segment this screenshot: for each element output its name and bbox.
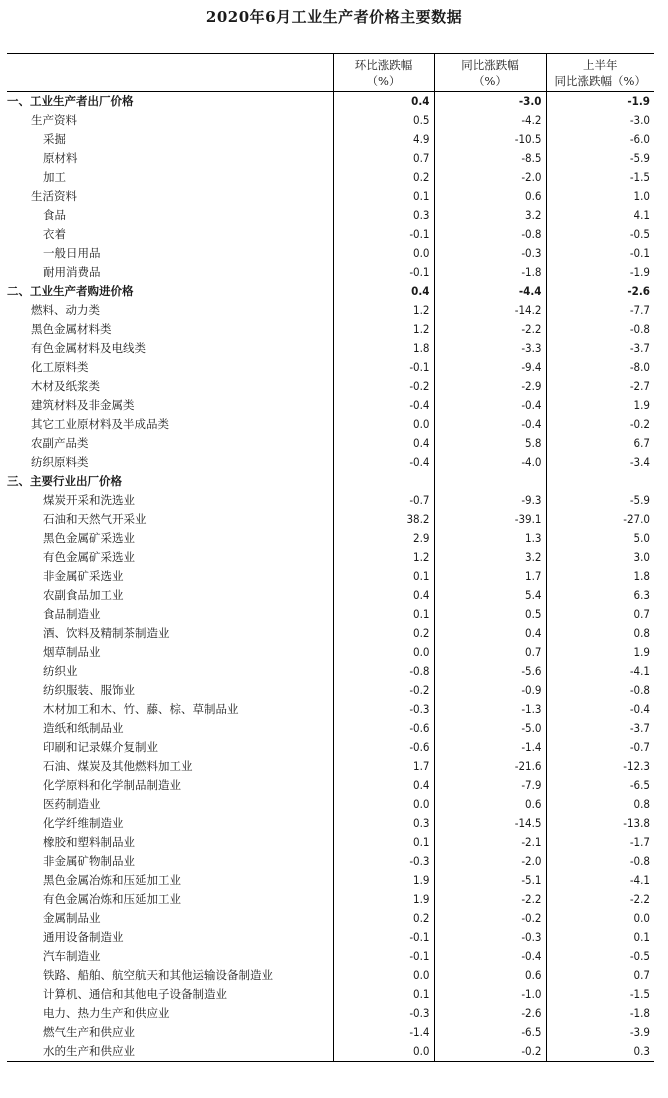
- row-label: 印刷和记录媒介复制业: [43, 740, 158, 754]
- cell-mom: -0.1: [333, 947, 434, 966]
- cell-h1: -6.5: [546, 776, 654, 795]
- row-label: 化工原料类: [31, 360, 89, 374]
- cell-mom: 1.2: [333, 320, 434, 339]
- cell-yoy: -0.4: [434, 947, 546, 966]
- cell-yoy: 1.7: [434, 567, 546, 586]
- cell-yoy: -3.3: [434, 339, 546, 358]
- cell-h1: -3.7: [546, 719, 654, 738]
- cell-yoy: -8.5: [434, 149, 546, 168]
- cell-yoy: -2.2: [434, 320, 546, 339]
- cell-mom: 0.0: [333, 643, 434, 662]
- table-row: [7, 890, 654, 909]
- cell-h1: 0.8: [546, 624, 654, 643]
- table-row: [7, 852, 654, 871]
- table-row: [7, 1042, 654, 1062]
- table-row: [7, 1023, 654, 1042]
- table-row: [7, 586, 654, 605]
- cell-yoy: 0.6: [434, 187, 546, 206]
- cell-yoy: -5.1: [434, 871, 546, 890]
- row-label: 非金属矿采选业: [43, 569, 124, 583]
- cell-mom: 0.2: [333, 909, 434, 928]
- cell-yoy: -1.0: [434, 985, 546, 1004]
- cell-yoy: 0.6: [434, 966, 546, 985]
- cell-h1: 0.7: [546, 605, 654, 624]
- row-label: 煤炭开采和洗选业: [43, 493, 135, 507]
- cell-mom: -0.1: [333, 358, 434, 377]
- row-label: 木材加工和木、竹、藤、棕、草制品业: [43, 702, 239, 716]
- row-label: 燃气生产和供应业: [43, 1025, 135, 1039]
- table-row: [7, 130, 654, 149]
- cell-mom: 0.4: [333, 776, 434, 795]
- cell-yoy: -0.9: [434, 681, 546, 700]
- cell-h1: 1.9: [546, 643, 654, 662]
- table-row: [7, 700, 654, 719]
- row-label: 加工: [43, 170, 66, 184]
- table-row: [7, 377, 654, 396]
- cell-mom: 1.9: [333, 890, 434, 909]
- row-label: 化学原料和化学制品制造业: [43, 778, 181, 792]
- table-row: [7, 529, 654, 548]
- table-row: [7, 472, 654, 491]
- table-row: [7, 776, 654, 795]
- row-label: 通用设备制造业: [43, 930, 124, 944]
- cell-mom: 0.0: [333, 244, 434, 263]
- cell-h1: 0.8: [546, 795, 654, 814]
- table-row: [7, 605, 654, 624]
- header-yoy: [434, 54, 546, 92]
- cell-h1: -2.6: [546, 282, 654, 301]
- cell-h1: -1.8: [546, 1004, 654, 1023]
- cell-yoy: -1.4: [434, 738, 546, 757]
- cell-h1: -5.9: [546, 149, 654, 168]
- table-row: [7, 624, 654, 643]
- table-row: [7, 187, 654, 206]
- row-label: 医药制造业: [43, 797, 101, 811]
- row-label: 纺织原料类: [31, 455, 89, 469]
- cell-mom: 0.4: [333, 92, 434, 112]
- cell-mom: -0.4: [333, 453, 434, 472]
- cell-yoy: -14.2: [434, 301, 546, 320]
- header-h1-line1: 上半年: [583, 57, 618, 72]
- cell-yoy: 3.2: [434, 548, 546, 567]
- row-label: 黑色金属材料类: [31, 322, 112, 336]
- row-label: 造纸和纸制品业: [43, 721, 124, 735]
- header-h1: [546, 54, 654, 92]
- cell-mom: -0.6: [333, 738, 434, 757]
- row-label: 计算机、通信和其他电子设备制造业: [43, 987, 227, 1001]
- table-row: [7, 681, 654, 700]
- table-row: [7, 738, 654, 757]
- cell-yoy: 0.6: [434, 795, 546, 814]
- row-label: 建筑材料及非金属类: [31, 398, 135, 412]
- cell-mom: 0.0: [333, 966, 434, 985]
- cell-mom: -0.1: [333, 263, 434, 282]
- table-body: [7, 92, 654, 1062]
- cell-mom: 38.2: [333, 510, 434, 529]
- cell-mom: -0.1: [333, 225, 434, 244]
- cell-mom: 1.7: [333, 757, 434, 776]
- cell-yoy: [434, 472, 546, 491]
- cell-h1: -7.7: [546, 301, 654, 320]
- cell-yoy: 5.8: [434, 434, 546, 453]
- cell-h1: 6.3: [546, 586, 654, 605]
- cell-yoy: -3.0: [434, 92, 546, 112]
- row-label: 一、工业生产者出厂价格: [7, 94, 134, 108]
- row-label: 有色金属材料及电线类: [31, 341, 146, 355]
- row-label: 食品: [43, 208, 66, 222]
- cell-h1: 0.1: [546, 928, 654, 947]
- row-label: 汽车制造业: [43, 949, 101, 963]
- row-label: 水的生产和供应业: [7, 1042, 333, 1062]
- cell-h1: 5.0: [546, 529, 654, 548]
- row-label: 生产资料: [31, 113, 77, 127]
- table-row: [7, 244, 654, 263]
- cell-yoy: -14.5: [434, 814, 546, 833]
- cell-yoy: -1.3: [434, 700, 546, 719]
- row-label: 黑色金属矿采选业: [43, 531, 135, 545]
- cell-h1: -0.5: [546, 225, 654, 244]
- table-row: [7, 320, 654, 339]
- cell-mom: 0.0: [333, 795, 434, 814]
- row-label: 橡胶和塑料制品业: [43, 835, 135, 849]
- table-row: [7, 225, 654, 244]
- page-title: 2020年6月工业生产者价格主要数据: [205, 8, 463, 26]
- cell-yoy: -0.4: [434, 396, 546, 415]
- cell-mom: 0.2: [333, 168, 434, 187]
- cell-h1: -1.5: [546, 985, 654, 1004]
- cell-mom: 0.1: [333, 187, 434, 206]
- cell-mom: 0.4: [333, 282, 434, 301]
- cell-mom: -0.7: [333, 491, 434, 510]
- header-yoy-line2: （%）: [473, 73, 507, 88]
- row-label: 生活资料: [31, 189, 77, 203]
- cell-mom: 0.3: [333, 206, 434, 225]
- cell-h1: 0.7: [546, 966, 654, 985]
- table-row: [7, 795, 654, 814]
- cell-mom: 0.4: [333, 434, 434, 453]
- cell-yoy: -10.5: [434, 130, 546, 149]
- table-row: [7, 909, 654, 928]
- header-mom-line2: （%）: [366, 73, 401, 88]
- table-row: [7, 985, 654, 1004]
- cell-yoy: -5.0: [434, 719, 546, 738]
- cell-yoy: -0.8: [434, 225, 546, 244]
- cell-yoy: -2.1: [434, 833, 546, 852]
- cell-mom: 0.7: [333, 149, 434, 168]
- row-label: 纺织业: [43, 664, 78, 678]
- table-row: [7, 643, 654, 662]
- table-row: [7, 149, 654, 168]
- row-label: 非金属矿物制品业: [43, 854, 135, 868]
- cell-mom: 4.9: [333, 130, 434, 149]
- cell-yoy: -5.6: [434, 662, 546, 681]
- cell-mom: 1.2: [333, 301, 434, 320]
- cell-h1: 6.7: [546, 434, 654, 453]
- cell-h1: -1.9: [546, 263, 654, 282]
- cell-h1: -4.1: [546, 871, 654, 890]
- cell-mom: 1.2: [333, 548, 434, 567]
- cell-yoy: 0.5: [434, 605, 546, 624]
- cell-yoy: -2.0: [434, 168, 546, 187]
- cell-h1: [546, 472, 654, 491]
- table-row: [7, 358, 654, 377]
- cell-yoy: 5.4: [434, 586, 546, 605]
- cell-yoy: -9.3: [434, 491, 546, 510]
- cell-yoy: -4.0: [434, 453, 546, 472]
- table-row: [7, 947, 654, 966]
- row-label: 酒、饮料及精制茶制造业: [43, 626, 170, 640]
- header-mom-line1: 环比涨跌幅: [354, 57, 413, 72]
- cell-h1: -0.2: [546, 415, 654, 434]
- cell-mom: -1.4: [333, 1023, 434, 1042]
- cell-h1: -3.7: [546, 339, 654, 358]
- cell-h1: -2.2: [546, 890, 654, 909]
- cell-mom: 0.0: [333, 415, 434, 434]
- row-label: 农副食品加工业: [43, 588, 124, 602]
- table-row: [7, 168, 654, 187]
- cell-h1: -3.0: [546, 111, 654, 130]
- row-label: 耐用消费品: [43, 265, 101, 279]
- cell-yoy: -0.3: [434, 928, 546, 947]
- cell-h1: -0.8: [546, 681, 654, 700]
- cell-mom: [333, 472, 434, 491]
- header-h1-line2: 同比涨跌幅（%）: [554, 73, 646, 88]
- table-row: [7, 339, 654, 358]
- cell-yoy: -4.4: [434, 282, 546, 301]
- cell-mom: 0.5: [333, 111, 434, 130]
- cell-mom: 2.9: [333, 529, 434, 548]
- row-label: 一般日用品: [43, 246, 101, 260]
- row-label: 石油、煤炭及其他燃料加工业: [43, 759, 193, 773]
- cell-h1: -4.1: [546, 662, 654, 681]
- cell-mom: -0.3: [333, 852, 434, 871]
- cell-yoy: -4.2: [434, 111, 546, 130]
- cell-mom: 0.0: [333, 1042, 434, 1062]
- cell-yoy: 0.4: [434, 624, 546, 643]
- table-row: [7, 719, 654, 738]
- row-label: 二、工业生产者购进价格: [7, 284, 134, 298]
- cell-h1: 1.8: [546, 567, 654, 586]
- row-label: 食品制造业: [43, 607, 101, 621]
- cell-h1: -27.0: [546, 510, 654, 529]
- row-label: 金属制品业: [43, 911, 101, 925]
- cell-mom: -0.8: [333, 662, 434, 681]
- row-label: 有色金属冶炼和压延加工业: [43, 892, 181, 906]
- cell-yoy: 3.2: [434, 206, 546, 225]
- cell-yoy: -0.3: [434, 244, 546, 263]
- cell-h1: 1.0: [546, 187, 654, 206]
- cell-mom: 0.4: [333, 586, 434, 605]
- row-label: 燃料、动力类: [31, 303, 100, 317]
- table-row: [7, 1004, 654, 1023]
- row-label: 木材及纸浆类: [31, 379, 100, 393]
- table-row: [7, 206, 654, 225]
- cell-mom: -0.3: [333, 1004, 434, 1023]
- cell-h1: -2.7: [546, 377, 654, 396]
- table-row: [7, 491, 654, 510]
- table-row: [7, 282, 654, 301]
- cell-h1: -0.5: [546, 947, 654, 966]
- cell-h1: -6.0: [546, 130, 654, 149]
- row-label: 其它工业原材料及半成品类: [31, 417, 169, 431]
- cell-mom: 0.1: [333, 985, 434, 1004]
- cell-yoy: -2.2: [434, 890, 546, 909]
- row-label: 化学纤维制造业: [43, 816, 124, 830]
- cell-yoy: -1.8: [434, 263, 546, 282]
- row-label: 电力、热力生产和供应业: [43, 1006, 170, 1020]
- row-label: 黑色金属冶炼和压延加工业: [43, 873, 181, 887]
- table-row: [7, 434, 654, 453]
- cell-yoy: -0.4: [434, 415, 546, 434]
- cell-h1: -0.7: [546, 738, 654, 757]
- cell-h1: -0.1: [546, 244, 654, 263]
- header-yoy-line1: 同比涨跌幅: [461, 57, 519, 72]
- cell-mom: 0.2: [333, 624, 434, 643]
- table-row: [7, 396, 654, 415]
- cell-yoy: -0.2: [434, 1042, 546, 1062]
- cell-h1: 0.3: [546, 1042, 654, 1062]
- cell-yoy: -6.5: [434, 1023, 546, 1042]
- table-row: [7, 833, 654, 852]
- row-label: 原材料: [43, 151, 78, 165]
- row-label: 石油和天然气开采业: [43, 512, 147, 526]
- cell-h1: 4.1: [546, 206, 654, 225]
- cell-h1: -0.8: [546, 852, 654, 871]
- cell-h1: -1.7: [546, 833, 654, 852]
- table-row: [7, 928, 654, 947]
- price-data-table: [7, 53, 654, 1062]
- cell-mom: 0.1: [333, 567, 434, 586]
- cell-h1: -3.4: [546, 453, 654, 472]
- table-row: [7, 92, 654, 112]
- cell-h1: -3.9: [546, 1023, 654, 1042]
- cell-h1: -1.5: [546, 168, 654, 187]
- cell-mom: -0.2: [333, 377, 434, 396]
- cell-mom: -0.3: [333, 700, 434, 719]
- cell-mom: -0.6: [333, 719, 434, 738]
- cell-h1: 3.0: [546, 548, 654, 567]
- cell-yoy: -39.1: [434, 510, 546, 529]
- row-label: 有色金属矿采选业: [43, 550, 135, 564]
- row-label: 铁路、船舶、航空航天和其他运输设备制造业: [43, 968, 273, 982]
- cell-yoy: 1.3: [434, 529, 546, 548]
- table-row: [7, 301, 654, 320]
- row-label: 采掘: [43, 132, 66, 146]
- cell-mom: 1.9: [333, 871, 434, 890]
- table-row: [7, 757, 654, 776]
- row-label: 衣着: [43, 227, 66, 241]
- cell-h1: 1.9: [546, 396, 654, 415]
- table-row: [7, 510, 654, 529]
- cell-mom: 1.8: [333, 339, 434, 358]
- row-label: 三、主要行业出厂价格: [7, 474, 122, 488]
- table-row: [7, 263, 654, 282]
- table-row: [7, 662, 654, 681]
- table-row: [7, 871, 654, 890]
- cell-mom: 0.1: [333, 833, 434, 852]
- cell-yoy: -21.6: [434, 757, 546, 776]
- table-row: [7, 415, 654, 434]
- table-header: [7, 54, 654, 92]
- cell-yoy: -7.9: [434, 776, 546, 795]
- cell-yoy: -2.6: [434, 1004, 546, 1023]
- cell-h1: -12.3: [546, 757, 654, 776]
- cell-h1: -5.9: [546, 491, 654, 510]
- cell-h1: -8.0: [546, 358, 654, 377]
- cell-yoy: -0.2: [434, 909, 546, 928]
- table-row: [7, 814, 654, 833]
- cell-mom: 0.3: [333, 814, 434, 833]
- cell-h1: 0.0: [546, 909, 654, 928]
- header-mom: [333, 54, 434, 92]
- table-row: [7, 567, 654, 586]
- cell-h1: -0.8: [546, 320, 654, 339]
- cell-mom: -0.1: [333, 928, 434, 947]
- cell-yoy: 0.7: [434, 643, 546, 662]
- table-row: [7, 966, 654, 985]
- row-label: 农副产品类: [31, 436, 89, 450]
- row-label: 烟草制品业: [43, 645, 101, 659]
- cell-yoy: -9.4: [434, 358, 546, 377]
- cell-mom: -0.2: [333, 681, 434, 700]
- cell-yoy: -2.9: [434, 377, 546, 396]
- cell-mom: -0.4: [333, 396, 434, 415]
- cell-mom: 0.1: [333, 605, 434, 624]
- cell-h1: -13.8: [546, 814, 654, 833]
- row-label: 纺织服装、服饰业: [43, 683, 135, 697]
- table-row: [7, 548, 654, 567]
- cell-h1: -1.9: [546, 92, 654, 112]
- cell-yoy: -2.0: [434, 852, 546, 871]
- cell-h1: -0.4: [546, 700, 654, 719]
- table-row: [7, 111, 654, 130]
- table-row: [7, 453, 654, 472]
- header-item: [7, 54, 333, 92]
